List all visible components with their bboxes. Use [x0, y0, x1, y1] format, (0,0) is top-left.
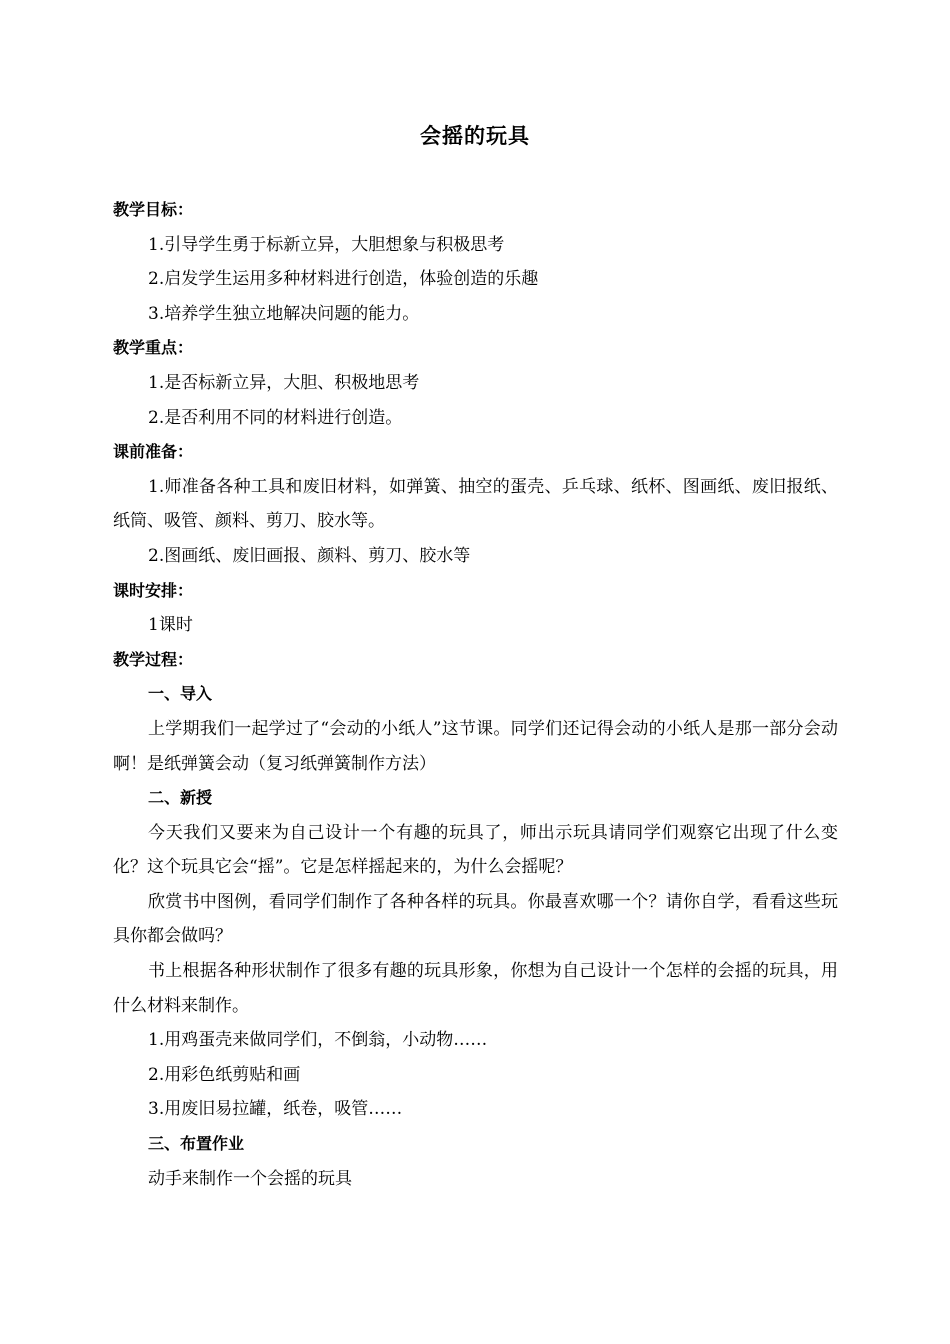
- homework-heading: 三、布置作业: [148, 1134, 245, 1154]
- document-title: 会摇的玩具: [420, 124, 530, 148]
- intro-paragraph: 上学期我们一起学过了“会动的小纸人”这节课。同学们还记得会动的小纸人是那一部分会动啊！是纸弹簧会动（复习纸弹簧制作方法）: [113, 718, 838, 774]
- new-lesson-paragraph: 书上根据各种形状制作了很多有趣的玩具形象，你想为自己设计一个怎样的会摇的玩具，用什么材料来制作。: [113, 961, 838, 1016]
- process-heading: 教学过程：: [113, 649, 194, 669]
- schedule-heading: 课时安排：: [113, 580, 194, 600]
- key-point-item: 2.是否利用不同的材料进行创造。: [148, 407, 403, 428]
- new-lesson-heading: 二、新授: [148, 788, 213, 808]
- preparation-heading: 课前准备：: [113, 442, 194, 462]
- schedule-value: 1课时: [148, 615, 193, 636]
- goal-item: 3.培养学生独立地解决问题的能力。: [148, 303, 420, 324]
- preparation-item: 2.图画纸、废旧画报、颜料、剪刀、胶水等: [148, 545, 471, 566]
- intro-heading: 一、导入: [148, 684, 213, 704]
- goal-item: 2.启发学生运用多种材料进行创造，体验创造的乐趣: [148, 269, 539, 290]
- new-lesson-item: 3.用废旧易拉罐，纸卷，吸管……: [148, 1099, 403, 1120]
- key-point-item: 1.是否标新立异，大胆、积极地思考: [148, 372, 420, 393]
- goals-heading: 教学目标：: [113, 200, 194, 219]
- goal-item: 1.引导学生勇于标新立异，大胆想象与积极思考: [148, 234, 505, 255]
- homework-text: 动手来制作一个会摇的玩具: [148, 1168, 352, 1189]
- new-lesson-paragraph: 今天我们又要来为自己设计一个有趣的玩具了，师出示玩具请同学们观察它出现了什么变化？这个玩具它会“摇”。它是怎样摇起来的，为什么会摇呢？: [113, 822, 838, 878]
- preparation-item: 1.师准备各种工具和废旧材料，如弹簧、抽空的蛋壳、乒乓球、纸杯、图画纸、废旧报纸、纸筒、吸管、颜料、剪刀、胶水等。: [113, 476, 838, 532]
- new-lesson-item: 1.用鸡蛋壳来做同学们，不倒翁，小动物……: [148, 1030, 488, 1051]
- document-body: [113, 193, 838, 1196]
- key-points-heading: 教学重点：: [113, 338, 194, 358]
- new-lesson-paragraph: 欣赏书中图例，看同学们制作了各种各样的玩具。你最喜欢哪一个？请你自学，看看这些玩具你都会做吗？: [113, 891, 838, 947]
- new-lesson-item: 2.用彩色纸剪贴和画: [148, 1064, 301, 1085]
